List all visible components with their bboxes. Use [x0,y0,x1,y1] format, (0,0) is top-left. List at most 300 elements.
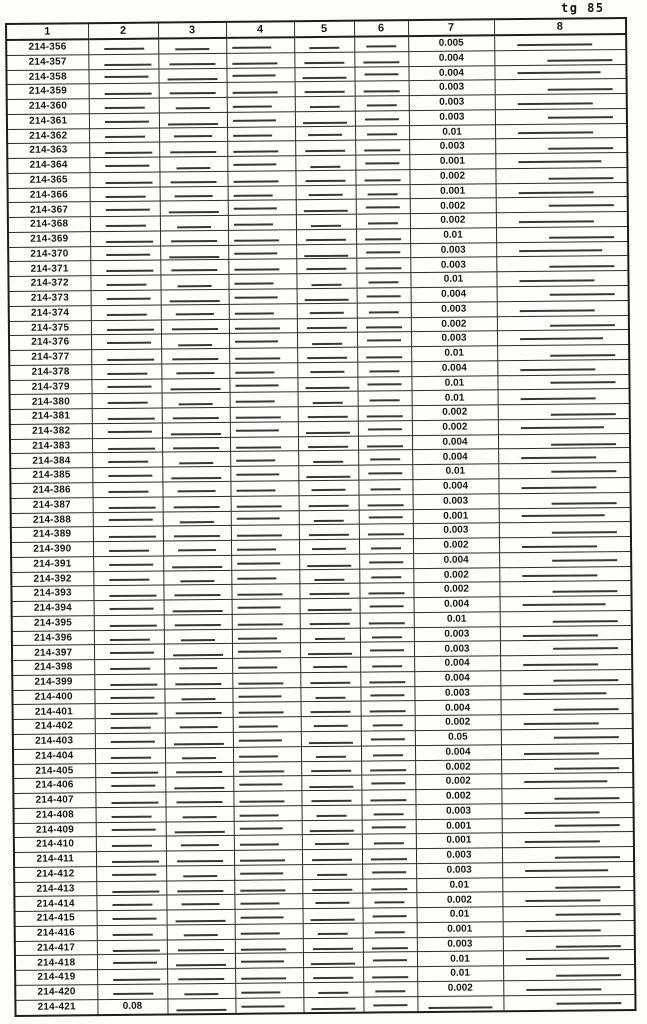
table-cell [229,318,297,333]
column-header-4: 4 [226,21,294,38]
value-cell: 0.002 [413,567,499,583]
row-id-cell: 214-378 [9,365,91,381]
value-cell: 0.004 [415,700,501,716]
table-cell [361,775,415,790]
row-id-cell: 214-402 [13,719,95,735]
table-cell [160,216,228,231]
table-cell [303,953,363,968]
table-cell [163,511,231,526]
table-cell [296,259,356,274]
value-cell: 0.004 [412,449,498,465]
table-cell [361,731,415,746]
table-cell [363,967,417,982]
row-id-cell: 214-406 [13,778,95,794]
table-cell [161,363,229,378]
table-cell [234,850,302,865]
row-id-cell: 214-360 [7,99,89,115]
table-cell [230,466,298,481]
row-id-cell: 214-363 [7,143,89,159]
table-cell [95,748,165,763]
table-cell [503,935,635,951]
table-cell [360,598,414,613]
table-cell [92,482,162,497]
table-cell [298,406,358,421]
table-cell [95,733,165,748]
row-id-cell: 214-364 [7,158,89,174]
table-cell [227,171,295,186]
row-id-cell: 214-376 [9,335,91,351]
value-cell: 0.01 [414,612,500,628]
value-cell: 0.01 [416,877,502,893]
table-cell [354,51,408,66]
table-cell [497,286,629,302]
table-cell [495,94,627,110]
page-number-label: tg 85 [561,1,605,15]
value-cell: 0.003 [413,523,499,539]
table-cell [93,526,163,541]
table-cell [89,98,159,113]
table-cell [495,108,627,124]
table-cell [161,289,229,304]
row-id-cell: 214-415 [15,911,97,927]
table-cell [495,153,627,169]
row-id-cell: 214-394 [12,601,94,617]
table-cell [167,910,235,925]
table-cell [362,834,416,849]
table-cell [92,467,162,482]
value-cell: 0.003 [414,641,500,657]
table-cell [161,334,229,349]
value-cell: 0.002 [415,774,501,790]
table-cell [502,891,634,907]
row-id-cell: 214-368 [8,217,90,233]
table-cell [163,555,231,570]
table-cell [358,406,412,421]
table-cell [96,807,166,822]
table-cell [158,68,226,83]
table-cell [166,865,234,880]
value-cell: 0.002 [412,420,498,436]
table-cell [93,556,163,571]
table-cell [227,97,295,112]
table-cell [92,452,162,467]
table-cell [300,687,360,702]
row-id-cell: 214-389 [11,527,93,543]
value-cell: 0.002 [410,213,496,229]
table-cell [297,377,357,392]
table-cell [167,924,235,939]
value-cell: 0.005 [408,35,494,51]
table-cell [165,732,233,747]
table-cell [300,628,360,643]
table-cell [356,184,410,199]
row-id-cell: 214-367 [8,202,90,218]
row-id-cell: 214-384 [10,453,92,469]
table-cell [301,731,361,746]
table-cell [500,596,632,612]
value-cell: 0.004 [408,65,494,81]
table-cell [94,600,164,615]
table-cell [360,612,414,627]
table-cell [229,303,297,318]
table-cell [159,142,227,157]
value-cell: 0.01 [411,346,497,362]
value-cell: 0.003 [414,626,500,642]
table-cell [360,657,414,672]
table-cell [294,67,354,82]
table-cell [230,407,298,422]
table-cell [502,847,634,863]
table-cell [91,305,161,320]
value-cell: 0.003 [410,243,496,259]
table-cell [300,643,360,658]
row-id-cell: 214-400 [12,689,94,705]
table-cell [361,760,415,775]
table-cell [167,983,235,998]
table-cell [162,467,230,482]
row-id-cell: 214-416 [15,926,97,942]
table-cell [234,879,302,894]
table-cell [228,215,296,230]
table-cell [496,212,628,228]
table-cell [89,83,159,98]
table-cell [299,524,359,539]
table-cell [166,836,234,851]
table-cell [167,969,235,984]
value-cell: 0.001 [417,922,503,938]
table-cell [359,509,413,524]
table-cell [298,392,358,407]
table-cell [232,599,300,614]
table-cell [232,673,300,688]
value-cell: 0.004 [414,597,500,613]
row-id-cell: 214-379 [9,379,91,395]
table-cell [96,836,166,851]
table-cell [302,849,362,864]
table-cell [163,496,231,511]
table-cell [94,615,164,630]
table-cell [494,64,626,80]
value-cell: 0.001 [416,833,502,849]
table-cell [495,167,627,183]
table-cell [502,876,634,892]
table-cell [302,894,362,909]
table-cell [227,82,295,97]
table-cell [166,806,234,821]
value-cell: 0.01 [411,375,497,391]
value-cell: 0.01 [412,464,498,480]
table-cell [90,201,160,216]
table-cell [160,245,228,260]
row-id-cell: 214-381 [10,409,92,425]
table-cell [496,271,628,287]
table-cell [92,423,162,438]
table-cell [358,435,412,450]
table-cell [164,673,232,688]
table-cell [363,923,417,938]
table-cell [303,982,363,997]
table-cell [300,598,360,613]
table-cell [166,850,234,865]
value-cell: 0.003 [409,139,495,155]
table-cell [302,834,362,849]
table-cell [357,332,411,347]
table-cell [235,983,303,998]
value-cell: 0.004 [411,287,497,303]
table-cell [88,69,158,84]
value-cell: 0.003 [416,863,502,879]
table-cell [498,404,630,420]
table-cell [89,157,159,172]
table-cell [228,230,296,245]
table-cell [499,581,631,597]
row-id-cell: 214-383 [10,438,92,454]
row-id-cell: 214-370 [8,246,90,262]
table-cell [90,187,160,202]
table-cell [96,866,166,881]
table-cell [300,672,360,687]
table-cell [234,894,302,909]
table-cell [163,540,231,555]
table-cell [164,599,232,614]
table-cell [501,773,633,789]
table-cell [161,319,229,334]
table-cell [231,510,299,525]
value-cell: 0.003 [411,302,497,318]
table-cell [89,128,159,143]
row-id-cell: 214-405 [13,763,95,779]
row-id-cell: 214-387 [11,497,93,513]
table-cell [93,585,163,600]
table-cell [226,37,294,53]
value-cell: 0.001 [409,154,495,170]
row-id-cell: 214-397 [12,645,94,661]
value-cell: 0.002 [415,759,501,775]
table-cell [363,952,417,967]
value-cell: 0.002 [416,892,502,908]
table-cell [303,908,363,923]
table-cell [497,345,629,361]
table-cell [94,689,164,704]
table-cell [500,669,632,685]
value-cell: 0.01 [417,907,503,923]
table-cell [161,378,229,393]
table-cell [296,273,356,288]
table-cell [92,408,162,423]
table-cell [94,644,164,659]
row-id-cell: 214-393 [11,586,93,602]
table-cell [495,123,627,139]
table-cell [230,422,298,437]
row-id-cell: 214-362 [7,128,89,144]
value-cell: 0.004 [413,553,499,569]
table-cell [159,112,227,127]
row-id-cell: 214-414 [14,896,96,912]
table-cell [89,113,159,128]
table-cell [298,451,358,466]
table-cell [161,304,229,319]
row-id-cell: 214-404 [13,748,95,764]
table-cell [301,702,361,717]
table-cell [356,214,410,229]
table-cell [234,865,302,880]
table-cell [355,140,409,155]
table-cell [162,408,230,423]
table-cell [94,630,164,645]
value-cell: 0.003 [417,936,503,952]
table-cell [303,923,363,938]
table-cell [501,743,633,759]
table-cell [496,256,628,272]
table-cell [295,126,355,141]
table-cell [160,275,228,290]
table-cell [357,302,411,317]
table-cell [230,392,298,407]
table-cell [355,125,409,140]
table-cell [96,851,166,866]
row-id-cell: 214-390 [11,542,93,558]
table-cell [97,940,167,955]
table-cell [358,465,412,480]
results-table [5,17,637,1016]
table-cell [233,746,301,761]
column-header-2: 2 [88,23,158,40]
table-cell [93,571,163,586]
table-cell [228,259,296,274]
table-cell [232,628,300,643]
table-cell [498,477,630,493]
value-cell: 0.003 [409,95,495,111]
table-cell [235,938,303,953]
table-cell [226,67,294,82]
value-cell: 0.01 [412,390,498,406]
table-cell [359,568,413,583]
table-cell [501,699,633,715]
table-cell [362,893,416,908]
table-cell [300,613,360,628]
value-cell: 0.004 [414,671,500,687]
table-cell [158,38,226,54]
table-cell [303,967,363,982]
row-id-cell: 214-410 [14,837,96,853]
table-cell [160,230,228,245]
value-cell: 0.002 [415,789,501,805]
table-cell [167,954,235,969]
row-id-cell: 214-413 [14,881,96,897]
row-id-cell: 214-377 [9,350,91,366]
table-cell [159,171,227,186]
table-cell [95,703,165,718]
table-cell [91,364,161,379]
table-cell [359,583,413,598]
table-cell [363,908,417,923]
table-cell [163,570,231,585]
table-cell [230,451,298,466]
table-cell [356,243,410,258]
table-cell [503,920,635,936]
value-cell: 0.004 [408,51,494,67]
value-cell: 0.002 [409,169,495,185]
row-id-cell: 214-392 [11,571,93,587]
table-cell [91,320,161,335]
table-cell [91,334,161,349]
table-cell [162,452,230,467]
table-cell [164,644,232,659]
table-cell [296,229,356,244]
table-cell [498,433,630,449]
value-cell: 0.004 [412,434,498,450]
value-cell: 0.01 [417,966,503,982]
table-cell [297,332,357,347]
table-cell [228,185,296,200]
row-id-cell: 214-382 [10,424,92,440]
table-cell [361,790,415,805]
table-cell [158,53,226,68]
table-cell [494,49,626,65]
table-cell [355,96,409,111]
table-cell [502,832,634,848]
table-cell [500,610,632,626]
value-cell: 0.003 [410,257,496,273]
table-cell [166,821,234,836]
table-cell [165,703,233,718]
table-cell [360,672,414,687]
table-cell [233,761,301,776]
table-cell [90,246,160,261]
table-cell [234,806,302,821]
table-cell [499,566,631,582]
row-id-cell: 214-374 [9,305,91,321]
table-cell [496,182,628,198]
value-cell: 0.003 [416,804,502,820]
table-cell [295,170,355,185]
row-id-cell: 214-398 [12,660,94,676]
table-cell [165,718,233,733]
table-cell [233,717,301,732]
table-cell [92,393,162,408]
value-cell: 0.01 [410,228,496,244]
table-cell [162,393,230,408]
value-cell: 0.001 [416,818,502,834]
value-cell: 0.003 [416,848,502,864]
table-cell [299,583,359,598]
table-cell [301,761,361,776]
table-cell [235,953,303,968]
table-cell [301,746,361,761]
table-cell [96,881,166,896]
row-id-cell: 214-386 [10,483,92,499]
value-cell: 0.01 [410,272,496,288]
table-cell [233,732,301,747]
row-id-cell: 214-411 [14,852,96,868]
table-cell [360,627,414,642]
row-id-cell: 214-399 [12,675,94,691]
table-cell [163,526,231,541]
table-cell [497,330,629,346]
value-cell: 0.001 [413,508,499,524]
table-cell [89,142,159,157]
table-cell [93,541,163,556]
table-cell [495,79,627,95]
table-cell [357,317,411,332]
table-cell [502,861,634,877]
table-cell [360,686,414,701]
table-cell [231,554,299,569]
table-cell [230,436,298,451]
table-cell [90,231,160,246]
table-cell [295,155,355,170]
table-cell [231,569,299,584]
